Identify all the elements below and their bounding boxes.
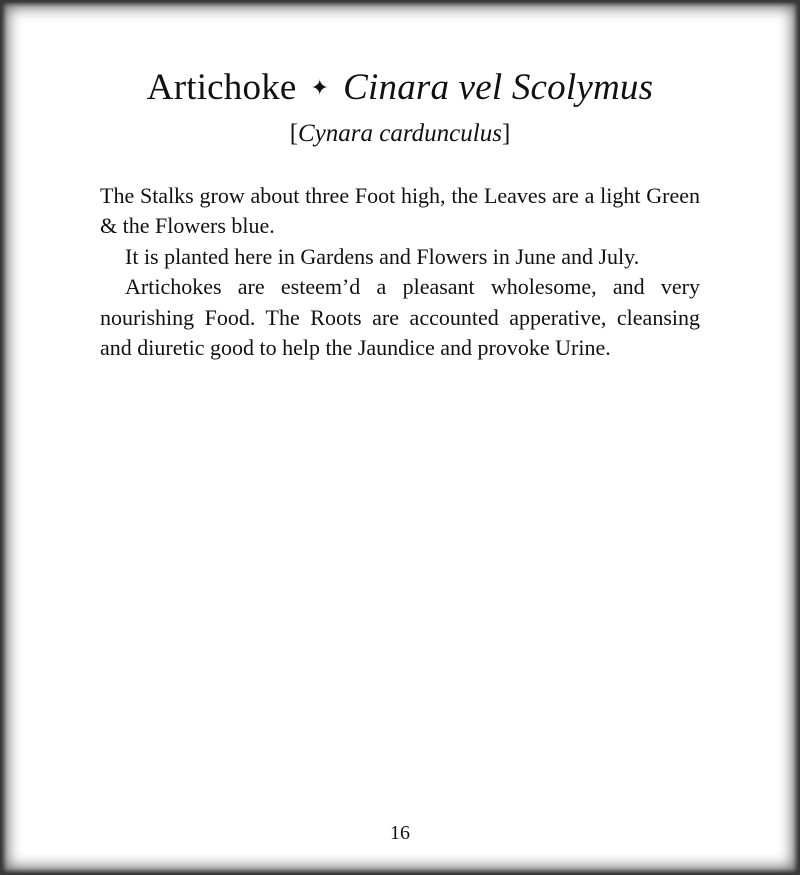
page-title xyxy=(100,62,700,117)
paragraph-uses: Artichokes are esteem’d a pleasant wholesome, and very nourishing Food. The Roots are accounted apperative, cleansing and diuretic good to help the Jaundice and provoke Urine. xyxy=(100,274,700,361)
page-number: 16 xyxy=(390,822,410,844)
close-bracket: ] xyxy=(501,119,511,147)
paragraph-cultivation: It is planted here in Gardens and Flowers in June and July. xyxy=(125,243,640,269)
common-name: Artichoke xyxy=(146,67,297,108)
page-subtitle xyxy=(100,117,700,151)
paragraph-description: The Stalks grow about three Foot high, the Leaves are a light Green & the Flowers blue. xyxy=(100,182,700,239)
page-content xyxy=(100,62,700,364)
latin-name: Cinara vel Scolymus xyxy=(343,67,654,108)
body-text xyxy=(100,181,700,364)
binomial-name: Cynara cardunculus xyxy=(298,119,502,147)
open-bracket: [ xyxy=(289,119,299,147)
separator-ornament: ✦ xyxy=(310,74,330,100)
